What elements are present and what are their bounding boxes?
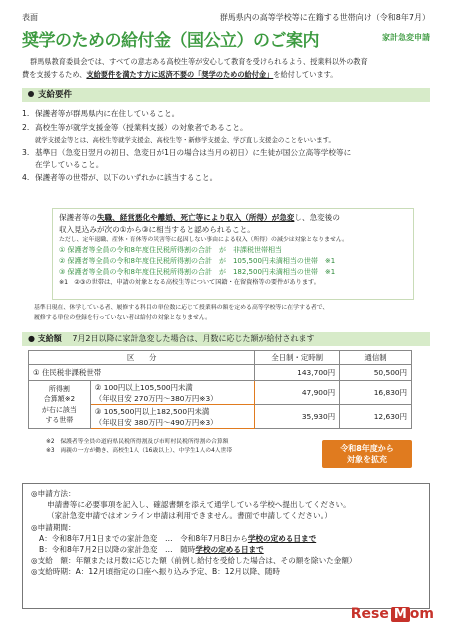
requirement-number: 4. [22,173,30,182]
requirement-number: 3. [22,148,30,157]
page-title: 奨学のための給付金（国公立）のご案内 [22,31,319,51]
requirement-text: 高校生等が就学支援金等（授業料支援）の対象者であること。 [35,122,248,132]
table-row [29,365,412,381]
box-line-1-pre: 保護者等の [59,213,97,222]
page-subtitle: 家計急変申請 [382,33,430,42]
requirement-item [22,147,430,159]
requirement-number: 1. [22,109,30,118]
row2-main: ② 100円以上105,500円未満 [94,382,193,392]
pay-time: ◎支給時期：A：12月頃指定の口座へ振り込み予定、B：12月以降、随時 [31,567,280,577]
row2-sub: （年収目安 270万円〜380万円※3） [94,393,218,403]
requirements-list [22,108,430,184]
expansion-callout [322,440,412,468]
period-a-text: A：令和8年7月1日までの家計急変 … 令和8年7月8日から [39,533,248,543]
option-3: ③ 保護者等全員の令和8年度住民税所得割の合計 が 182,500円未満相当の世帯 ※1 [59,268,336,276]
amount-table [28,350,412,429]
row1-label: ① 住民税非課税世帯 [29,365,255,381]
row2-full: 47,900円 [255,381,340,405]
extra-note [34,303,430,323]
footnote-3: ※3 両親の一方が働き、高校生1人（16歳以上）、中学生1人の4人世帯 [46,448,233,454]
logo-text: Rese [350,606,389,622]
side-label: 表面 [22,13,38,22]
amount-heading-label: ● 支給額 [28,334,62,343]
side-label [29,381,91,429]
row3-corr: 12,630円 [340,405,412,429]
period-a [31,533,421,544]
requirement-text: 保護者等が群馬県内に在住していること。 [35,109,180,118]
apply-title: ◎申請方法： [31,489,76,498]
box-footnote: ※1 ②③の世帯は、申請の対象となる高校生等について国籍・在留資格等の要件があります。 [59,279,320,286]
side-label-line: する世帯 [45,416,74,424]
col-correspondence: 通信制 [340,351,412,365]
logo-mark: M [391,607,410,622]
period-b-deadline: 学校の定める日まで [195,545,264,555]
apply-line-1: 申請書等に必要事項を記入し、確認書類を添えて通学している学校へ提出してください。 [47,500,351,510]
intro-line-2-pre: 費を支援するため、 [22,70,87,79]
footnote-2: ※2 保護者等全員の道府県民税所得割及び市町村民税所得割の合算額 [46,439,229,445]
requirement-text: 基準日（急変日翌月の初日、急変日が1日の場合は当月の初日）に生徒が国公立高等学校等に [35,148,352,157]
logo-tail: om [409,606,434,622]
period-b-text: B：令和8年7月2日以降の家計急変 … 随時 [39,545,196,555]
row1-full: 143,700円 [255,365,340,381]
side-label-line: が右に該当 [41,405,77,414]
info-box [22,483,430,609]
option-1: ① 保護者等全員の令和8年度住民税所得割の合計 が 非課税世帯相当 [59,246,282,254]
callout-line-2: 対象を拡充 [347,455,387,464]
col-category: 区 分 [29,351,255,365]
box-line-1 [59,212,407,224]
row2-label [90,381,255,405]
col-full-time: 全日制・定時制 [255,351,340,365]
requirement-number: 2. [22,122,30,132]
box-line-2: 収入見込みが次の①から③に相当すると認められること。 [59,224,255,234]
intro-line-1: 群馬県教育委員会では、すべての意志ある高校生等が安心して教育を受けられるよう、授業料以外の教育 [30,57,368,66]
amount-heading-note: 7月2日以降に家計急変した場合は、月数に応じた額が給付されます [72,334,315,343]
row2-corr: 16,830円 [340,381,412,405]
callout-line-1: 令和8年度から [340,444,394,453]
income-change-box [52,208,414,300]
header-note: 群馬県内の高等学校等に在籍する世帯向け（令和8年7月） [219,13,430,22]
title-row [22,26,430,50]
box-note: ただし、定年退職、産休・育休等の災害等に起因しない事由による収入（所得）の減少は対象となりません。 [59,237,348,243]
side-label-line: 合算額※2 [43,395,76,403]
row1-corr: 50,500円 [340,365,412,381]
requirement-note: 就学支援金等とは、高校生等就学支援金、高校生等・新修学支援金、学び直し支援金のことをいいます。 [35,136,335,144]
period-title: ◎申請期間： [31,522,76,532]
amount-footnotes [46,438,232,456]
row3-label [90,405,255,429]
intro-line-2 [22,68,430,81]
option-2: ② 保護者等全員の令和8年度住民税所得割の合計 が 105,500円未満相当の世帯 ※1 [59,257,336,265]
period-b [31,544,421,555]
requirement-continuation: 在学していること。 [35,159,104,169]
box-line-1-bold: 失職、経営悪化や離婚、死亡等により収入（所得）が急変 [96,213,295,222]
box-line-1-post: し、急変後の [294,213,340,222]
requirement-text: 保護者等の世帯が、以下のいずれかに該当すること。 [35,173,218,182]
requirement-item [22,172,430,184]
side-label-line: 所得割 [48,384,70,393]
requirement-item [22,122,430,134]
apply-line-2: （家計急変申請ではオンライン申請は利用できません。書面で申請してください。） [47,511,332,521]
period-a-deadline: 学校の定める日まで [247,533,317,543]
table-row [29,381,412,405]
extra-note-line-2: 履修する単位の登録を行っていない者は給付の対象となりません。 [34,315,212,321]
resemom-logo [351,606,434,630]
bullet-icon [28,91,34,97]
amount-heading-text: 支給額 [37,334,62,343]
extra-note-line-1: 基準日現在、休学している者、履修する科目の単位数に応じて授業料の額を定める高等学校等に在学する者で、 [34,305,329,311]
top-row [22,12,430,24]
table-header-row [29,351,412,365]
requirements-heading-label: 支給要件 [38,90,73,100]
row3-sub: （年収目安 380万円〜490万円※3） [94,417,218,427]
intro-line-2-post: を給付しています。 [273,70,338,79]
pay-amount: ◎支給 額：年額または月数に応じた額（前例し給付を受給した場合は、その額を除いた金額） [31,556,357,566]
row3-main: ③ 105,500円以上182,500円未満 [94,406,210,416]
amount-heading [22,332,430,346]
requirements-heading [22,88,430,102]
intro-line-2-underlined: 支給要件を満たす方に返済不要の「奨学のための給付金」 [86,70,274,79]
intro-text [22,55,430,81]
row3-full: 35,930円 [255,405,340,429]
requirement-item [22,108,430,120]
